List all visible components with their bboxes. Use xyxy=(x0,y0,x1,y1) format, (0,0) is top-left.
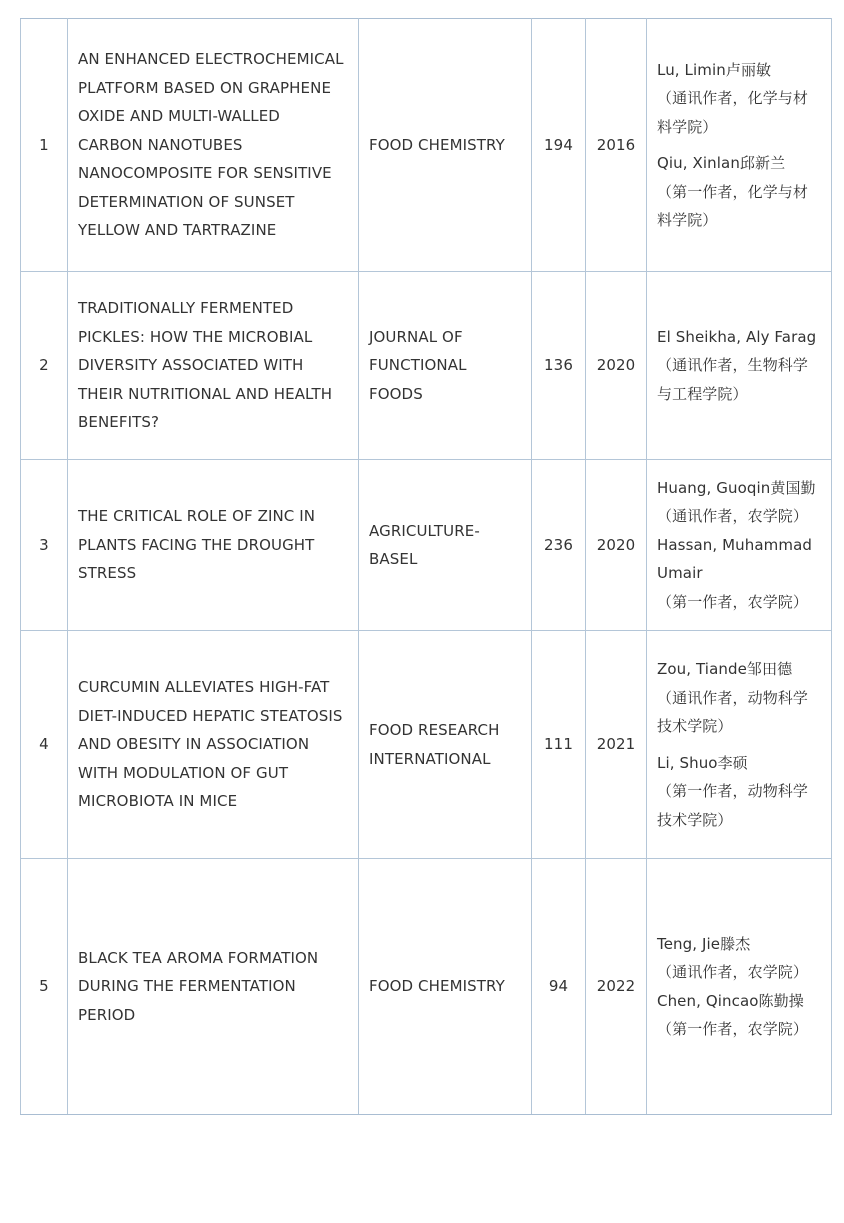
journal-name: AGRICULTURE-BASEL xyxy=(359,460,532,631)
paper-title: CURCUMIN ALLEVIATES HIGH-FAT DIET-INDUCED HEPATIC STEATOSIS AND OBESITY IN ASSOCIATION WITH MODULATION OF GUT MICROBIOTA IN MICE xyxy=(68,631,359,859)
author-role: （通讯作者，农学院） xyxy=(657,963,809,981)
author-name: Li, Shuo李硕 xyxy=(657,753,748,772)
author-name: Chen, Qincao陈勤操 xyxy=(657,991,804,1010)
citation-count: 111 xyxy=(532,631,586,859)
publication-year: 2016 xyxy=(586,19,647,272)
author-role: （第一作者，农学院） xyxy=(657,1020,809,1038)
authors-cell xyxy=(647,272,832,460)
table-row xyxy=(21,272,832,460)
table-row xyxy=(21,19,832,272)
author-spacer xyxy=(657,741,821,749)
table-row xyxy=(21,631,832,859)
citation-count: 194 xyxy=(532,19,586,272)
paper-title: THE CRITICAL ROLE OF ZINC IN PLANTS FACING THE DROUGHT STRESS xyxy=(68,460,359,631)
table-row xyxy=(21,859,832,1115)
publication-year: 2020 xyxy=(586,272,647,460)
publication-year: 2021 xyxy=(586,631,647,859)
authors-cell xyxy=(647,460,832,631)
journal-name: FOOD CHEMISTRY xyxy=(359,19,532,272)
author-role: （第一作者，化学与材料学院） xyxy=(657,182,809,229)
row-number: 3 xyxy=(21,460,68,631)
authors-cell xyxy=(647,19,832,272)
author-name: Zou, Tiande邹田德 xyxy=(657,660,793,678)
author-role: （通讯作者，生物科学与工程学院） xyxy=(657,356,809,403)
citation-count: 236 xyxy=(532,460,586,631)
paper-title: AN ENHANCED ELECTROCHEMICAL PLATFORM BASED ON GRAPHENE OXIDE AND MULTI-WALLED CARBON NANOTUBES NANOCOMPOSITE FOR SENSITIVE DETERMINATION OF SUNSET YELLOW AND TARTRAZINE xyxy=(68,19,359,272)
publication-year: 2022 xyxy=(586,859,647,1115)
citation-count: 94 xyxy=(532,859,586,1115)
author-role: （第一作者，农学院） xyxy=(657,592,809,611)
author-role: （第一作者，动物科学技术学院） xyxy=(657,782,809,829)
table-row xyxy=(21,460,832,631)
row-number: 4 xyxy=(21,631,68,859)
author-role: （通讯作者，农学院） xyxy=(657,507,809,526)
author-role: （通讯作者，化学与材料学院） xyxy=(657,89,809,136)
row-number: 5 xyxy=(21,859,68,1115)
paper-title: BLACK TEA AROMA FORMATION DURING THE FERMENTATION PERIOD xyxy=(68,859,359,1115)
papers-table xyxy=(20,18,832,1115)
citation-count: 136 xyxy=(532,272,586,460)
author-spacer xyxy=(657,141,821,149)
row-number: 2 xyxy=(21,272,68,460)
author-name: El Sheikha, Aly Farag xyxy=(657,327,817,346)
author-name: Qiu, Xinlan邱新兰 xyxy=(657,154,786,172)
journal-name: FOOD CHEMISTRY xyxy=(359,859,532,1115)
journal-name: FOOD RESEARCH INTERNATIONAL xyxy=(359,631,532,859)
paper-title: TRADITIONALLY FERMENTED PICKLES: HOW THE MICROBIAL DIVERSITY ASSOCIATED WITH THEIR NUTRITIONAL AND HEALTH BENEFITS? xyxy=(68,272,359,460)
author-name: Hassan, Muhammad Umair xyxy=(657,535,813,583)
row-number: 1 xyxy=(21,19,68,272)
authors-cell xyxy=(647,859,832,1115)
author-name: Teng, Jie滕杰 xyxy=(657,934,751,953)
author-role: （通讯作者，动物科学技术学院） xyxy=(657,688,809,735)
authors-cell xyxy=(647,631,832,859)
journal-name: JOURNAL OF FUNCTIONAL FOODS xyxy=(359,272,532,460)
publication-year: 2020 xyxy=(586,460,647,631)
author-name: Lu, Limin卢丽敏 xyxy=(657,60,772,79)
author-name: Huang, Guoqin黄国勤 xyxy=(657,478,816,497)
